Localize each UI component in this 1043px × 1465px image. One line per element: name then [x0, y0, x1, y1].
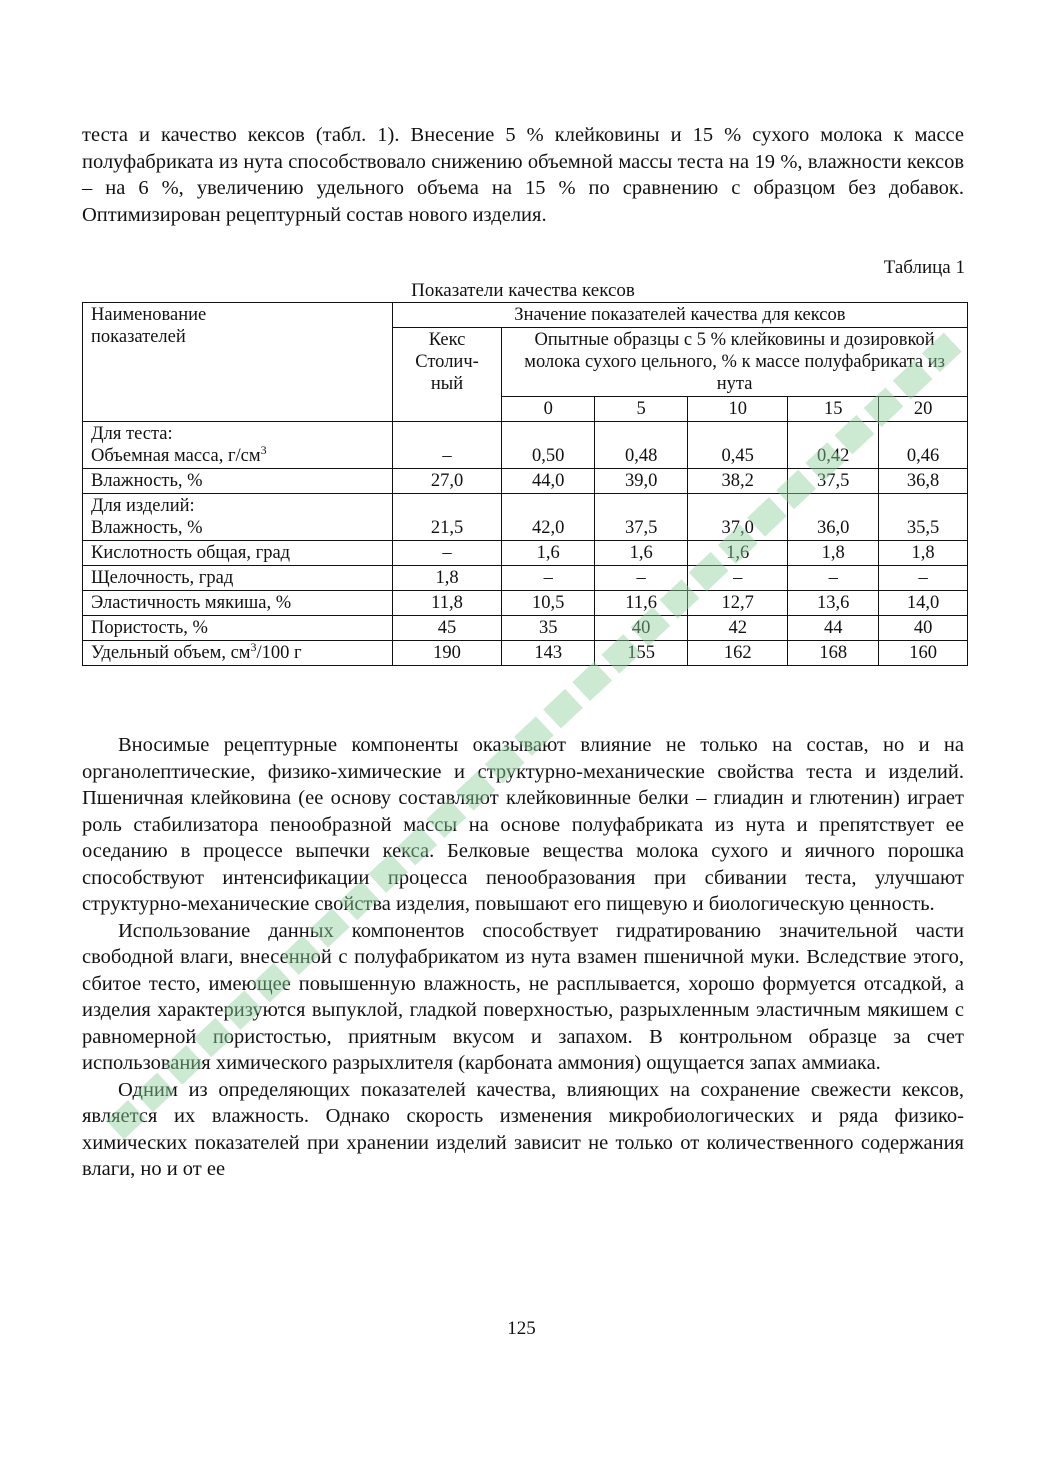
row-value-cell: –	[879, 566, 968, 591]
row-name-suffix: /100 г	[256, 643, 302, 663]
row-name-label	[91, 470, 384, 492]
row-value-cell: 190	[392, 641, 501, 666]
row-value-cell: 36,8	[879, 469, 968, 494]
row-name-text: Эластичность мякиша, %	[91, 593, 292, 613]
row-value-cell: 10,5	[502, 591, 595, 616]
row-value-cell: –	[688, 566, 788, 591]
page-number: 125	[507, 1318, 536, 1339]
table-row	[83, 616, 968, 641]
row-name-cell	[83, 469, 393, 494]
row-value-cell: 0,45	[688, 422, 788, 469]
row-value-cell: 0,46	[879, 422, 968, 469]
row-name-cell	[83, 541, 393, 566]
row-value-cell: 44	[788, 616, 879, 641]
row-value-cell: 0,50	[502, 422, 595, 469]
row-value-cell: 36,0	[788, 494, 879, 541]
row-value-cell: 14,0	[879, 591, 968, 616]
row-group-label: Для теста:	[91, 424, 173, 444]
row-value-cell: 168	[788, 641, 879, 666]
row-value-cell: 44,0	[502, 469, 595, 494]
row-value-cell: 35,5	[879, 494, 968, 541]
keks-line-2: Столич-	[415, 352, 479, 372]
row-value-cell: 21,5	[392, 494, 501, 541]
table-header-row-1	[83, 303, 968, 328]
row-value-cell: 37,5	[788, 469, 879, 494]
row-name-cell	[83, 591, 393, 616]
row-value-cell: 160	[879, 641, 968, 666]
row-value-cell: 27,0	[392, 469, 501, 494]
row-name-cell	[83, 566, 393, 591]
row-name-text: Влажность, %	[91, 518, 203, 538]
body-paragraph-1: Вносимые рецептурные компоненты оказывают влияние не только на состав, но и на органолептические, физико-химические и структурно-механические свойства теста и изделий. Пшеничная клейковина (ее основу составляют клейковинные белки – глиадин и глютенин) играет роль стабилизатора пенообразной массы на основе полуфабриката из нута и препятствует ее оседанию в процессе выпечки кекса. Белковые вещества молока сухого и яичного порошка способствуют интенсификации процесса пенообразования при сбивании теста, улучшают структурно-механические свойства изделия, повышают его пищевую и биологическую ценность.	[82, 734, 964, 915]
row-name-text: Щелочность, град	[91, 568, 234, 588]
table-row	[83, 422, 968, 469]
quality-table	[82, 302, 968, 666]
row-name-cell	[83, 616, 393, 641]
header-dose-cell: 0	[502, 397, 595, 422]
row-value-cell: –	[788, 566, 879, 591]
row-name-text: Объемная масса, г/см	[91, 446, 261, 466]
header-dose-cell: 5	[595, 397, 688, 422]
table-row	[83, 494, 968, 541]
header-dose-cell: 20	[879, 397, 968, 422]
row-value-cell: –	[392, 541, 501, 566]
row-value-cell: 35	[502, 616, 595, 641]
row-name-text: Кислотность общая, град	[91, 543, 291, 563]
row-value-cell: 1,8	[392, 566, 501, 591]
row-value-cell: 39,0	[595, 469, 688, 494]
row-value-cell: 42,0	[502, 494, 595, 541]
row-value-cell: –	[595, 566, 688, 591]
row-name-text: Пористость, %	[91, 618, 208, 638]
header-keks-cell	[392, 328, 501, 422]
row-value-cell: 1,6	[502, 541, 595, 566]
row-name-label	[91, 592, 384, 614]
table-row	[83, 469, 968, 494]
row-value-cell: 1,6	[595, 541, 688, 566]
row-value-cell: 40	[595, 616, 688, 641]
row-name-label	[91, 567, 384, 589]
row-value-cell: 12,7	[688, 591, 788, 616]
row-value-cell: 37,0	[688, 494, 788, 541]
row-value-cell: 0,42	[788, 422, 879, 469]
row-name-cell	[83, 422, 393, 469]
row-value-cell: 42	[688, 616, 788, 641]
table-body	[83, 422, 968, 666]
keks-line-3: ный	[430, 374, 464, 394]
row-value-cell: 38,2	[688, 469, 788, 494]
table-row	[83, 541, 968, 566]
row-name-cell	[83, 494, 393, 541]
row-name-label	[91, 517, 384, 539]
header-name-cell: Наименование показателей	[83, 303, 393, 422]
row-value-cell: 162	[688, 641, 788, 666]
row-name-label	[91, 617, 384, 639]
row-value-cell: 155	[595, 641, 688, 666]
header-values-cell: Значение показателей качества для кексов	[392, 303, 967, 328]
row-value-cell: 11,8	[392, 591, 501, 616]
header-dose-cell: 15	[788, 397, 879, 422]
row-value-cell: 40	[879, 616, 968, 641]
row-name-text: Влажность, %	[91, 471, 203, 491]
row-name-label	[91, 442, 384, 467]
table-label: Таблица 1	[883, 257, 965, 278]
intro-paragraph	[82, 122, 964, 228]
body-paragraph-2: Использование данных компонентов способствует гидратированию значительной части свободной влаги, внесенной с полуфабрикатом из нута взамен пшеничной муки. Вследствие этого, сбитое тесто, имеющее повышенную влажность, не расплывается, хорошо формуется отсадкой, а изделия характеризуются выпуклой, гладкой поверхностью, разрыхленным эластичным мякишем с равномерной пористостью, приятным вкусом и запахом. В контрольном образце за счет использования химического разрыхлителя (карбоната аммония) ощущается запах аммиака.	[82, 919, 964, 1074]
table-row	[83, 566, 968, 591]
row-value-cell: 45	[392, 616, 501, 641]
header-dose-cell: 10	[688, 397, 788, 422]
row-name-superscript: 3	[250, 639, 257, 654]
row-name-cell	[83, 641, 393, 666]
row-value-cell: –	[392, 422, 501, 469]
row-value-cell: 1,6	[688, 541, 788, 566]
row-value-cell: 37,5	[595, 494, 688, 541]
row-name-label	[91, 639, 384, 664]
row-value-cell: –	[502, 566, 595, 591]
body-text	[82, 732, 964, 1183]
row-value-cell: 11,6	[595, 591, 688, 616]
row-name-text: Удельный объем, см	[91, 643, 251, 663]
table-row	[83, 641, 968, 666]
row-value-cell: 13,6	[788, 591, 879, 616]
row-value-cell: 1,8	[879, 541, 968, 566]
table-row	[83, 591, 968, 616]
row-value-cell: 143	[502, 641, 595, 666]
keks-line-1: Кекс	[428, 330, 466, 350]
row-value-cell: 1,8	[788, 541, 879, 566]
header-samples-cell: Опытные образцы с 5 % клейковины и дозировкой молока сухого цельного, % к массе полуфабриката из нута	[502, 328, 968, 397]
row-name-label	[91, 542, 384, 564]
body-paragraph-3: Одним из определяющих показателей качества, влияющих на сохранение свежести кексов, является их влажность. Однако скорость изменения микробиологических и ряда физико-химических показателей при хранении изделий зависит не только от количественного содержания влаги, но и от ее	[82, 1078, 964, 1180]
table-title: Показатели качества кексов	[411, 280, 635, 301]
row-value-cell: 0,48	[595, 422, 688, 469]
row-group-label: Для изделий:	[91, 496, 195, 516]
intro-text: теста и качество кексов (табл. 1). Внесение 5 % клейковины и 15 % сухого молока к массе полуфабриката из нута способствовало снижению объемной массы теста на 19 %, влажности кексов – на 6 %, увеличению удельного объема на 15 % по сравнению с образцом без добавок. Оптимизирован рецептурный состав нового изделия.	[82, 124, 964, 226]
row-name-superscript: 3	[260, 442, 267, 457]
